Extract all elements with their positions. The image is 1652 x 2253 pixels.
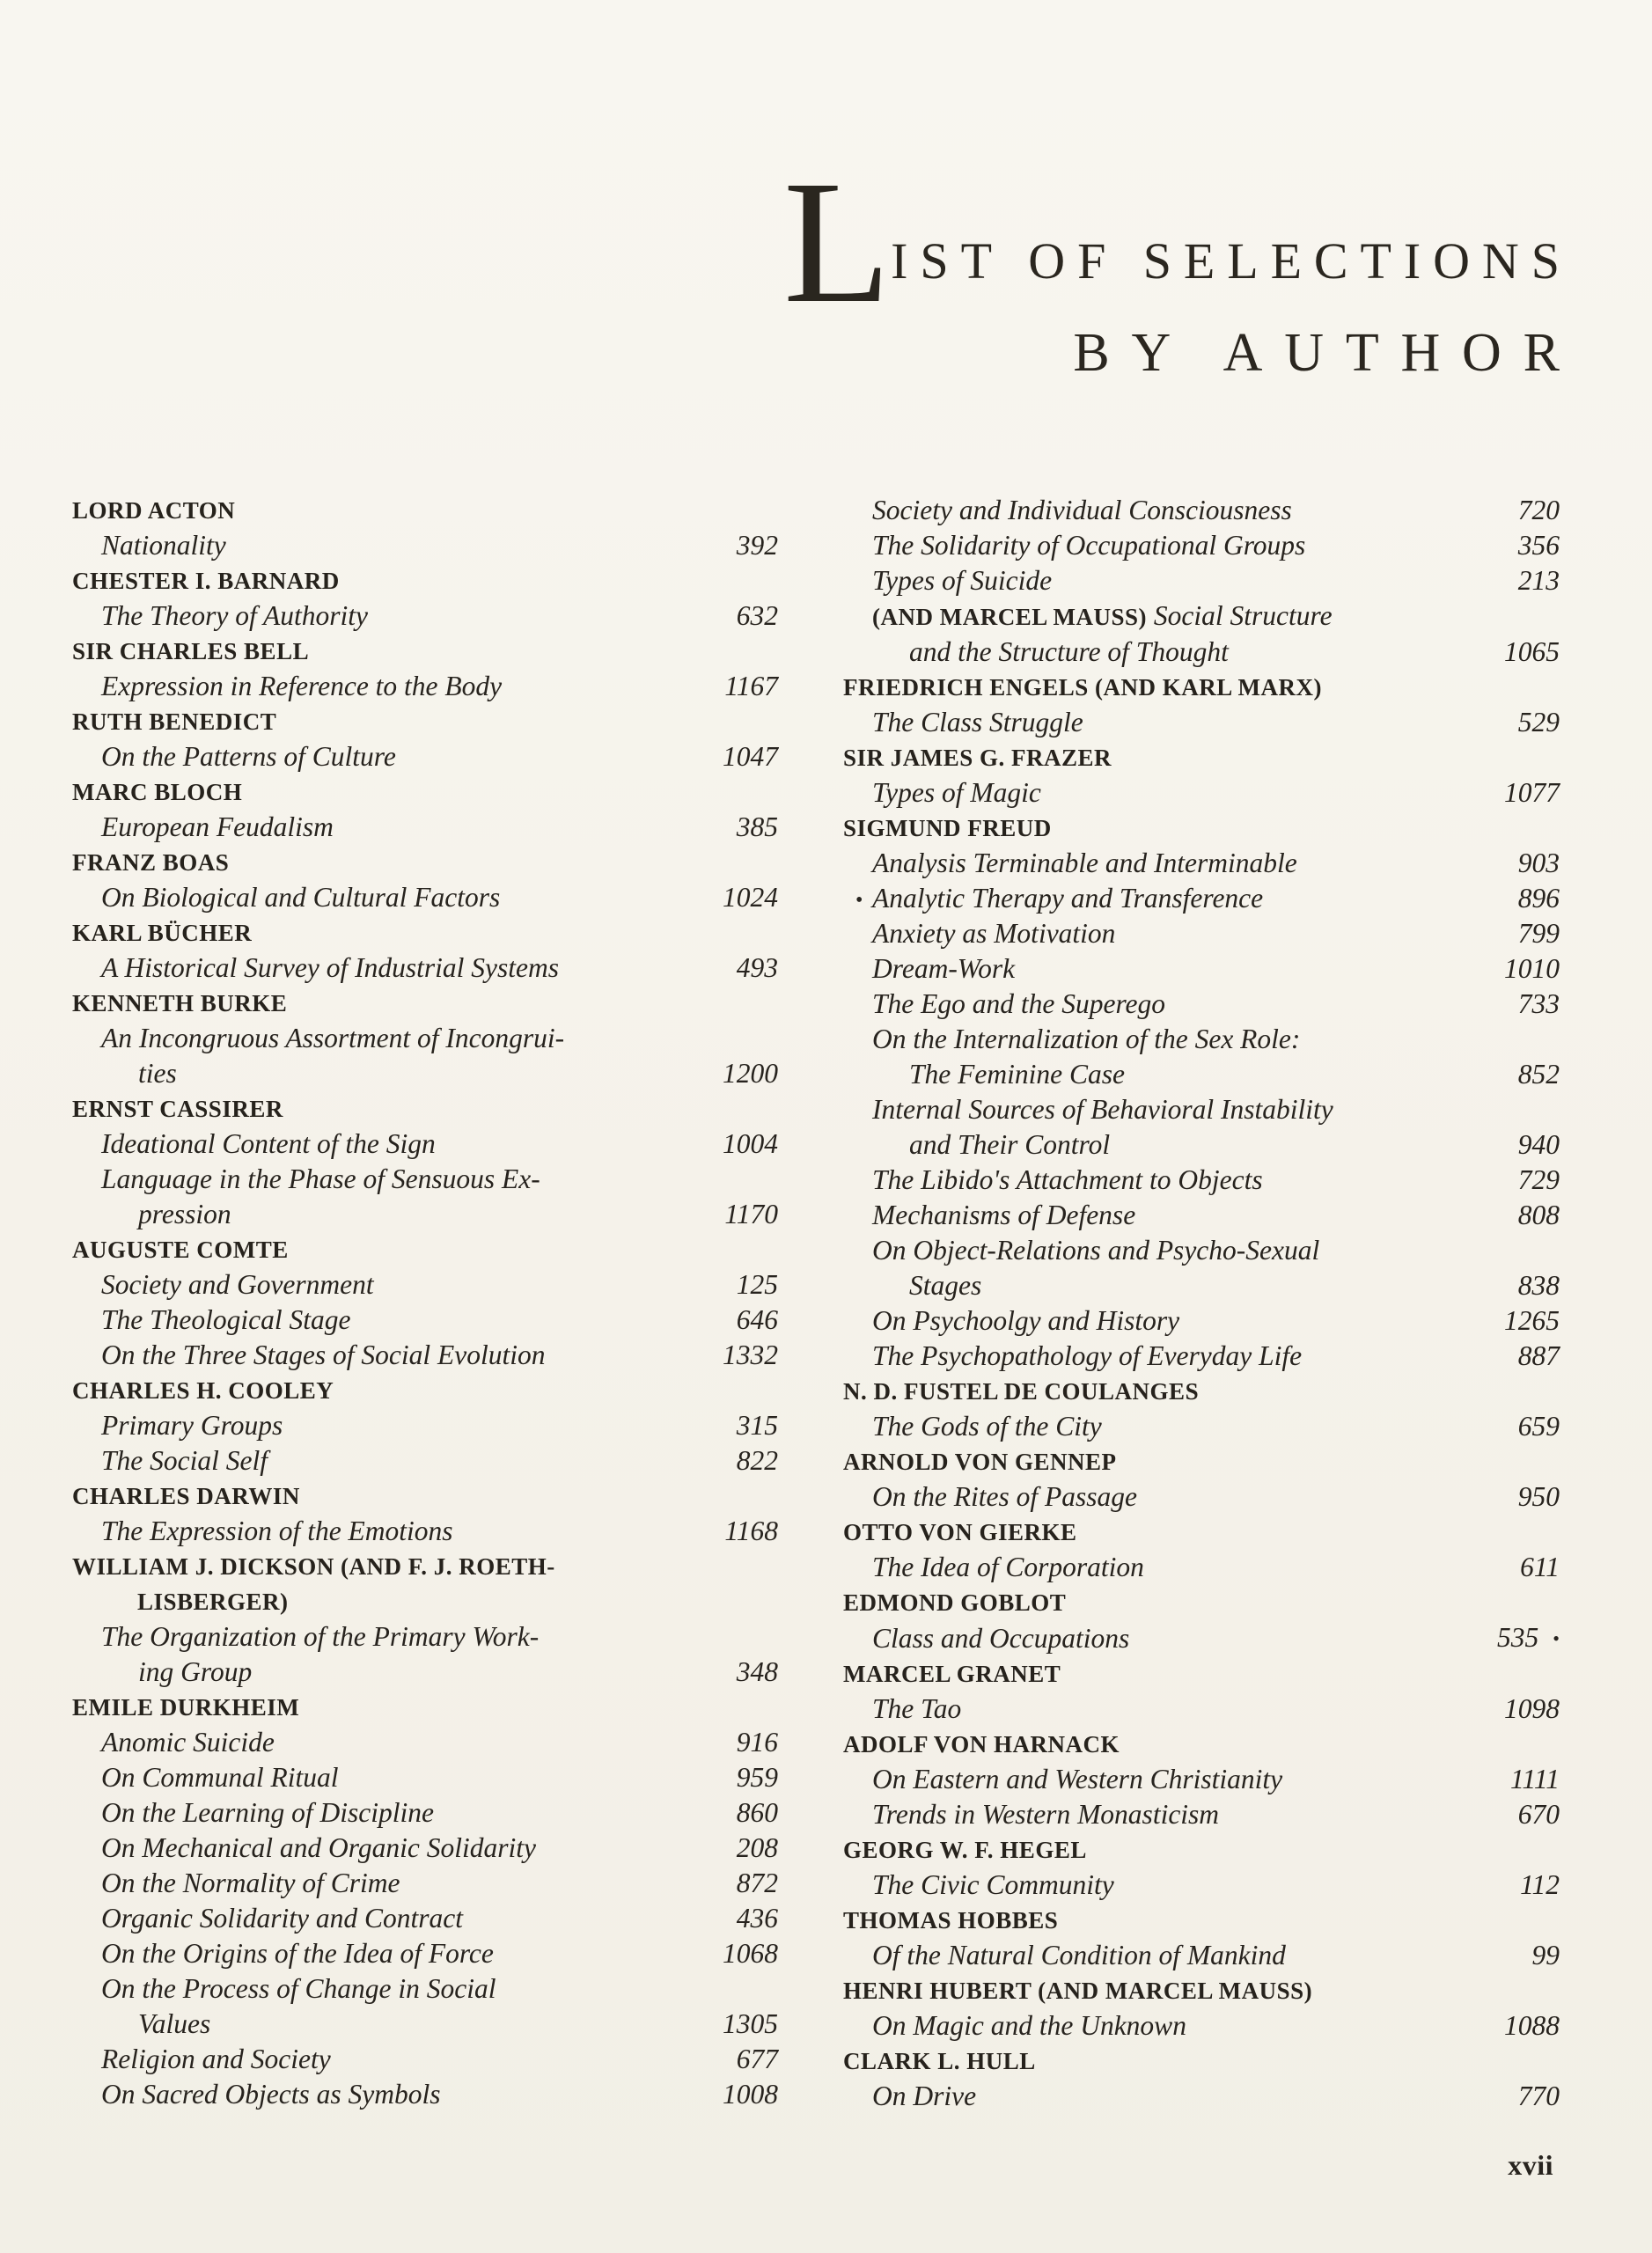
selection-title <box>872 1797 1219 1832</box>
page-ref: 1010 <box>1504 953 1560 984</box>
page-ref: 356 <box>1517 530 1560 561</box>
selection-title <box>872 598 1333 670</box>
column-right <box>843 493 1560 2114</box>
selection-entry <box>72 598 778 634</box>
author-name: WILLIAM J. DICKSON (AND F. J. ROETH- <box>72 1553 555 1580</box>
selection-entry <box>843 1198 1560 1233</box>
selection-title-line: Anxiety as Motivation <box>872 918 1116 949</box>
author-heading <box>72 493 778 528</box>
selection-title-line: Stages <box>909 1270 982 1301</box>
author-name: ADOLF VON HARNACK <box>843 1731 1120 1758</box>
selection-title-line: The Theory of Authority <box>101 600 369 631</box>
selection-title-line: Nationality <box>101 530 226 561</box>
selection-entry <box>843 775 1560 811</box>
selection-title <box>872 1233 1319 1303</box>
selection-entry <box>843 1233 1560 1303</box>
selection-title <box>101 528 226 563</box>
page-ref: 677 <box>736 2044 778 2074</box>
selection-entry <box>72 528 778 563</box>
author-name: SIGMUND FREUD <box>843 815 1052 841</box>
selection-entry <box>72 880 778 915</box>
selection-title-line: Values <box>138 2008 211 2039</box>
selection-title-line: On the Normality of Crime <box>101 1868 400 1898</box>
selection-title-line: On Magic and the Unknown <box>872 2010 1186 2041</box>
selection-entry <box>843 528 1560 563</box>
selection-title-line: Primary Groups <box>101 1410 283 1441</box>
page-header <box>782 132 1582 385</box>
selection-title <box>872 846 1297 881</box>
selection-title <box>872 987 1165 1022</box>
selection-title-line: The Ego and the Superego <box>872 988 1166 1019</box>
selection-entry <box>843 1762 1560 1797</box>
selection-title <box>872 1022 1300 1092</box>
selection-title-line: On Communal Ritual <box>101 1762 339 1793</box>
selection-title <box>101 2042 331 2077</box>
selection-entry <box>843 563 1560 598</box>
author-name: FRANZ BOAS <box>72 849 230 876</box>
selection-title-line: The Solidarity of Occupational Groups <box>872 530 1306 561</box>
author-name: THOMAS HOBBES <box>843 1907 1059 1934</box>
page-ref: 720 <box>1517 495 1560 525</box>
page-ref: 808 <box>1517 1200 1560 1230</box>
selection-title-line: On the Three Stages of Social Evolution <box>101 1339 546 1370</box>
selection-title <box>872 1303 1179 1339</box>
selection-title <box>872 1550 1144 1585</box>
selection-entry <box>843 1163 1560 1198</box>
selection-title-line: The Theological Stage <box>101 1304 351 1335</box>
selection-title <box>872 1198 1135 1233</box>
author-heading <box>72 563 778 598</box>
selection-title <box>101 1795 434 1831</box>
selection-title <box>872 1692 961 1727</box>
page-ref: 208 <box>736 1832 778 1863</box>
stray-mark: • <box>1553 1627 1560 1649</box>
selection-title <box>872 881 1263 916</box>
page-ref: 529 <box>1517 707 1560 738</box>
selection-title <box>872 916 1115 951</box>
author-heading <box>72 1091 778 1126</box>
selection-entry <box>72 810 778 845</box>
selection-title <box>101 1514 453 1549</box>
page-ref: 1200 <box>723 1058 778 1089</box>
selection-title <box>101 1725 275 1760</box>
page-ref: 646 <box>736 1304 778 1335</box>
author-name: ARNOLD VON GENNEP <box>843 1449 1117 1475</box>
author-heading <box>843 811 1560 846</box>
author-heading <box>843 1444 1560 1479</box>
selection-entry <box>843 881 1560 916</box>
selection-title-line: Society and Individual Consciousness <box>872 495 1292 525</box>
author-name: SIR CHARLES BELL <box>72 638 310 664</box>
selection-entry <box>72 1619 778 1690</box>
author-name: HENRI HUBERT (AND MARCEL MAUSS) <box>843 1978 1313 2004</box>
selection-entry <box>843 1797 1560 1832</box>
page-ref: 1065 <box>1504 636 1560 667</box>
selection-title <box>101 1831 536 1866</box>
selection-entry <box>843 1550 1560 1585</box>
author-heading <box>843 1903 1560 1938</box>
author-name: AUGUSTE COMTE <box>72 1237 289 1263</box>
author-heading <box>843 1374 1560 1409</box>
page-ref: 729 <box>1517 1164 1560 1195</box>
selection-title <box>872 563 1052 598</box>
selection-title-line: A Historical Survey of Industrial Systems <box>101 952 559 983</box>
selection-title-line: On Drive <box>872 2081 977 2111</box>
selection-title <box>872 951 1015 987</box>
page-ref: 1004 <box>723 1128 778 1159</box>
page-ref: 1077 <box>1504 777 1560 808</box>
selection-entry <box>843 705 1560 740</box>
author-name: RUTH BENEDICT <box>72 708 277 735</box>
selection-entry <box>72 1514 778 1549</box>
selection-title-line: On the Patterns of Culture <box>101 741 396 772</box>
selection-title <box>872 2079 976 2114</box>
selection-title-line: Anomic Suicide <box>101 1727 275 1758</box>
page-ref: 872 <box>736 1868 778 1898</box>
column-left <box>72 493 778 2112</box>
selection-entry <box>843 951 1560 987</box>
page-ref: 733 <box>1517 988 1560 1019</box>
selection-entry <box>72 1760 778 1795</box>
selection-title-line: Language in the Phase of Sensuous Ex- <box>101 1163 540 1194</box>
selection-title <box>872 1163 1263 1198</box>
selection-entry <box>843 1868 1560 1903</box>
selection-entry <box>72 1021 778 1091</box>
page-ref: 436 <box>736 1903 778 1934</box>
selection-title-line: The Libido's Attachment to Objects <box>872 1164 1263 1195</box>
selection-title <box>872 528 1305 563</box>
page-ref: 392 <box>736 530 778 561</box>
selection-title <box>101 1866 400 1901</box>
page-ref: 670 <box>1517 1799 1560 1830</box>
author-name: ERNST CASSIRER <box>72 1096 283 1122</box>
selection-title <box>101 1126 436 1162</box>
selection-title-line: The Idea of Corporation <box>872 1552 1144 1582</box>
selection-entry <box>843 1938 1560 1973</box>
author-name: GEORG W. F. HEGEL <box>843 1837 1087 1863</box>
selection-entry <box>843 2079 1560 2114</box>
page-ref: 838 <box>1517 1270 1560 1301</box>
selection-title-line: On Eastern and Western Christianity <box>872 1764 1283 1794</box>
author-name: MARCEL GRANET <box>843 1661 1061 1687</box>
selection-title <box>872 1339 1302 1374</box>
author-heading <box>843 1832 1560 1868</box>
page-title <box>782 132 1582 385</box>
author-heading <box>843 670 1560 705</box>
page-ref: 959 <box>736 1762 778 1793</box>
coauthor-prefix: (AND MARCEL MAUSS) <box>872 604 1147 630</box>
selection-title-line: Religion and Society <box>101 2044 331 2074</box>
selection-title-line: Analysis Terminable and Interminable <box>872 848 1297 878</box>
page-ref: 659 <box>1517 1411 1560 1442</box>
selection-entry <box>843 1692 1560 1727</box>
page-ref: 99 <box>1531 1940 1560 1970</box>
page-ref: 940 <box>1517 1129 1560 1160</box>
author-name: CHARLES DARWIN <box>72 1483 300 1509</box>
selection-title-line: and the Structure of Thought <box>909 636 1229 667</box>
selection-entry <box>843 1022 1560 1092</box>
page-ref: 799 <box>1517 918 1560 949</box>
author-name: CLARK L. HULL <box>843 2048 1036 2074</box>
selection-title-line: On Mechanical and Organic Solidarity <box>101 1832 537 1863</box>
selection-title-line: On the Internalization of the Sex Role: <box>872 1024 1301 1054</box>
selection-entry <box>72 2042 778 2077</box>
page-ref: 1068 <box>723 1938 778 1969</box>
selection-title-line: The Organization of the Primary Work- <box>101 1621 540 1652</box>
author-heading <box>72 1373 778 1408</box>
selection-title-line: The Civic Community <box>872 1869 1114 1900</box>
page-ref: 770 <box>1517 2081 1560 2111</box>
selection-title <box>101 1303 350 1338</box>
page-ref: 632 <box>736 600 778 631</box>
selection-entry <box>72 739 778 774</box>
selection-title <box>101 1936 494 1971</box>
page-ref: 1168 <box>724 1515 778 1546</box>
selection-title <box>101 739 396 774</box>
page-ref: 348 <box>736 1656 778 1687</box>
selection-title <box>101 880 500 915</box>
selection-title <box>101 1021 564 1091</box>
selection-entry <box>72 1303 778 1338</box>
selection-entry <box>72 950 778 986</box>
selection-title <box>101 950 559 986</box>
author-heading <box>72 845 778 880</box>
selection-title <box>101 1901 463 1936</box>
selection-title <box>101 2077 441 2112</box>
selection-title-line: The Feminine Case <box>909 1059 1125 1090</box>
selection-title-line: The Class Struggle <box>872 707 1083 738</box>
author-name: KENNETH BURKE <box>72 990 288 1016</box>
selection-title-line: ties <box>138 1058 177 1089</box>
title-line-2: BY AUTHOR <box>1073 323 1582 383</box>
selection-entry <box>72 1936 778 1971</box>
bullet-marker: • <box>855 889 863 912</box>
author-heading <box>843 1515 1560 1550</box>
selection-title-line: and Their Control <box>909 1129 1111 1160</box>
page-ref: 1008 <box>723 2079 778 2110</box>
page-ref: 1111 <box>1510 1764 1560 1794</box>
selection-entry <box>72 1971 778 2042</box>
page-ref: 1167 <box>724 671 778 701</box>
selection-title <box>872 705 1083 740</box>
selection-title-line: On the Learning of Discipline <box>101 1797 434 1828</box>
selection-title <box>101 810 334 845</box>
author-heading <box>843 1973 1560 2008</box>
selection-title <box>101 1971 496 2042</box>
selection-title-line: Of the Natural Condition of Mankind <box>872 1940 1286 1970</box>
selection-title <box>872 1938 1286 1973</box>
selection-title-line: Analytic Therapy and Transference <box>872 883 1264 914</box>
page-ref: 1024 <box>723 882 778 913</box>
selection-entry <box>72 1126 778 1162</box>
selection-title-line: An Incongruous Assortment of Incongrui- <box>101 1023 565 1053</box>
author-heading <box>72 1549 778 1619</box>
selection-entry <box>843 1620 1560 1656</box>
selection-title-line: On the Process of Change in Social <box>101 1973 496 2004</box>
page-ref: 852 <box>1517 1059 1560 1090</box>
author-name: EDMOND GOBLOT <box>843 1589 1067 1616</box>
selection-title <box>872 1092 1333 1163</box>
selection-title <box>101 598 368 634</box>
selection-entry <box>72 669 778 704</box>
selection-title <box>872 775 1041 811</box>
author-name: OTTO VON GIERKE <box>843 1519 1077 1545</box>
selection-title-line: On Biological and Cultural Factors <box>101 882 501 913</box>
selection-entry <box>843 1479 1560 1515</box>
author-name: EMILE DURKHEIM <box>72 1694 300 1721</box>
selection-title-line: ing Group <box>138 1656 253 1687</box>
selection-entry <box>72 2077 778 2112</box>
selection-title-line: Class and Occupations <box>872 1623 1130 1654</box>
page-ref: 385 <box>736 811 778 842</box>
selection-entry <box>843 1339 1560 1374</box>
author-name: KARL BÜCHER <box>72 920 253 946</box>
selection-title-line: (AND MARCEL MAUSS) Social Structure <box>872 600 1333 631</box>
selection-title-line: Organic Solidarity and Contract <box>101 1903 463 1934</box>
page-ref: 1305 <box>723 2008 778 2039</box>
title-dropcap: L <box>782 145 892 340</box>
author-name: MARC BLOCH <box>72 779 243 805</box>
selection-entry <box>72 1267 778 1303</box>
selection-title <box>101 1619 539 1690</box>
author-name: SIR JAMES G. FRAZER <box>843 745 1112 771</box>
selection-entry <box>843 1409 1560 1444</box>
selection-title <box>101 1162 540 1232</box>
author-heading <box>72 915 778 950</box>
selection-title <box>872 1621 1129 1656</box>
selection-entry <box>72 1443 778 1479</box>
selection-entry <box>72 1795 778 1831</box>
selection-entry <box>843 987 1560 1022</box>
page-number: xvii <box>1508 2149 1553 2181</box>
author-heading <box>72 634 778 669</box>
page-ref: 887 <box>1517 1340 1560 1371</box>
selection-title-line: Types of Magic <box>872 777 1041 808</box>
page-ref: 611 <box>1520 1552 1560 1582</box>
selection-title-line: Internal Sources of Behavioral Instability <box>872 1094 1333 1125</box>
author-name: LISBERGER) <box>137 1589 289 1615</box>
page-ref: 112 <box>1520 1869 1560 1900</box>
selection-entry <box>843 598 1560 670</box>
selection-title-line: The Tao <box>872 1693 962 1724</box>
selection-title-line: The Gods of the City <box>872 1411 1102 1442</box>
page-ref: 1098 <box>1504 1693 1560 1724</box>
page-ref: 1170 <box>724 1199 778 1229</box>
author-name: N. D. FUSTEL DE COULANGES <box>843 1378 1200 1405</box>
author-heading <box>843 1585 1560 1620</box>
selection-title <box>872 1868 1114 1903</box>
selection-entry <box>72 1866 778 1901</box>
author-name: FRIEDRICH ENGELS (AND KARL MARX) <box>843 674 1323 701</box>
title-line-1 <box>782 132 1572 340</box>
page-ref: 896 <box>1517 883 1560 914</box>
author-heading <box>843 1727 1560 1762</box>
page-ref: 916 <box>736 1727 778 1758</box>
page-ref: 950 <box>1517 1481 1560 1512</box>
selection-title-line: Expression in Reference to the Body <box>101 671 503 701</box>
selection-title-line: The Psychopathology of Everyday Life <box>872 1340 1303 1371</box>
author-heading <box>843 2044 1560 2079</box>
selection-title <box>872 1762 1282 1797</box>
selection-title <box>101 1760 339 1795</box>
selection-entry <box>72 1831 778 1866</box>
page-ref: 535 • <box>1497 1622 1560 1653</box>
page-ref: 315 <box>736 1410 778 1441</box>
selection-title-line: The Social Self <box>101 1445 268 1476</box>
page-ref: 822 <box>736 1445 778 1476</box>
page-ref: 1265 <box>1504 1305 1560 1336</box>
selection-title-line: On Psychoolgy and History <box>872 1305 1180 1336</box>
author-name: LORD ACTON <box>72 497 236 524</box>
selection-entry <box>843 1303 1560 1339</box>
selection-title-line: On Object-Relations and Psycho-Sexual <box>872 1235 1320 1266</box>
page-ref: 860 <box>736 1797 778 1828</box>
author-heading <box>72 1690 778 1725</box>
author-name: CHARLES H. COOLEY <box>72 1377 334 1404</box>
selection-title <box>101 1443 268 1479</box>
selection-title <box>872 493 1292 528</box>
page-ref: 125 <box>736 1269 778 1300</box>
selection-title-line: On the Origins of the Idea of Force <box>101 1938 494 1969</box>
author-heading <box>843 1656 1560 1692</box>
selection-title <box>872 1409 1102 1444</box>
page-ref: 1332 <box>723 1339 778 1370</box>
author-name: CHESTER I. BARNARD <box>72 568 340 594</box>
selection-title <box>101 669 502 704</box>
selection-entry <box>843 493 1560 528</box>
selection-title <box>101 1408 283 1443</box>
selection-entry <box>72 1901 778 1936</box>
selection-entry <box>843 916 1560 951</box>
selection-title <box>101 1267 374 1303</box>
selection-title-line: Trends in Western Monasticism <box>872 1799 1220 1830</box>
selection-title-line: Dream-Work <box>872 953 1016 984</box>
selection-title-line: Mechanisms of Defense <box>872 1200 1136 1230</box>
selection-title <box>101 1338 546 1373</box>
selection-title-line: pression <box>138 1199 231 1229</box>
selection-title-line: Types of Suicide <box>872 565 1053 596</box>
selection-title-line: European Feudalism <box>101 811 334 842</box>
page-ref: 903 <box>1517 848 1560 878</box>
selection-title-line: Society and Government <box>101 1269 374 1300</box>
page-ref: 213 <box>1517 565 1560 596</box>
author-heading <box>72 1232 778 1267</box>
selection-title-line: On the Rites of Passage <box>872 1481 1137 1512</box>
author-heading <box>72 1479 778 1514</box>
selection-entry <box>72 1408 778 1443</box>
selection-title <box>872 2008 1186 2044</box>
selection-title-line: The Expression of the Emotions <box>101 1515 453 1546</box>
selection-entry <box>843 846 1560 881</box>
selection-entry <box>843 2008 1560 2044</box>
selection-entry <box>72 1162 778 1232</box>
selection-title-line: On Sacred Objects as Symbols <box>101 2079 441 2110</box>
title-text: IST OF SELECTIONS <box>891 232 1572 290</box>
author-heading <box>72 986 778 1021</box>
author-heading <box>72 774 778 810</box>
page-ref: 1088 <box>1504 2010 1560 2041</box>
selection-entry <box>72 1338 778 1373</box>
page-ref: 493 <box>736 952 778 983</box>
page-ref: 1047 <box>723 741 778 772</box>
selection-title-line: Ideational Content of the Sign <box>101 1128 436 1159</box>
selection-entry <box>843 1092 1560 1163</box>
selection-title <box>872 1479 1137 1515</box>
author-heading <box>843 740 1560 775</box>
author-heading <box>72 704 778 739</box>
selection-entry <box>72 1725 778 1760</box>
